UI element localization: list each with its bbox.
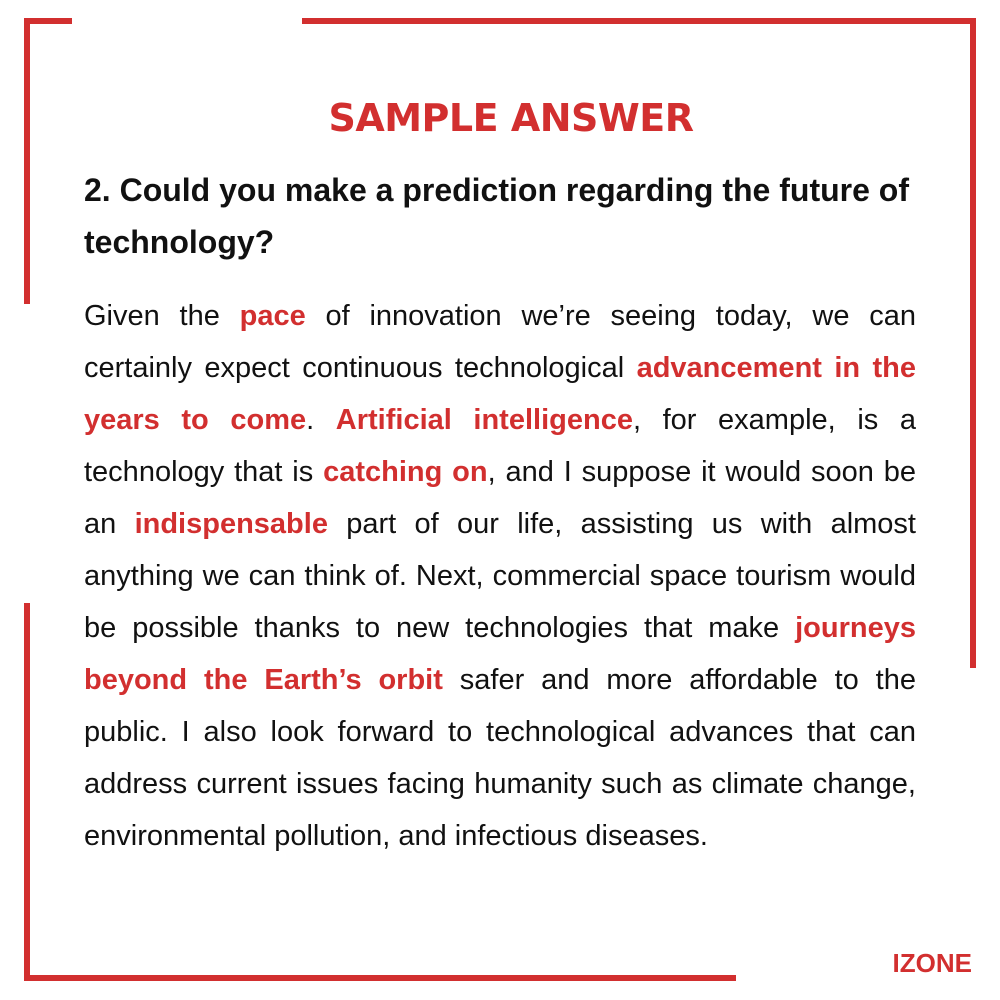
- answer-text: , and I suppose it would soon be an: [84, 456, 916, 540]
- highlighted-phrase: indispensable: [134, 508, 328, 540]
- frame-top-left-horizontal: [24, 18, 72, 24]
- answer-text: Given the: [84, 300, 240, 332]
- frame-top-left-vertical: [24, 18, 30, 304]
- highlighted-phrase: journeys beyond the Earth’s orbit: [84, 612, 916, 696]
- answer-text: of innovation we’re seeing today, we can certainly expect continuous technological: [84, 300, 916, 384]
- question-text: 2. Could you make a prediction regarding the future of technology?: [84, 172, 909, 260]
- frame-bottom-left-horizontal: [24, 975, 736, 981]
- highlighted-phrase: catching on: [323, 456, 488, 488]
- page-title: SAMPLE ANSWER: [328, 96, 694, 140]
- answer-text: , for example, is a technology that is: [84, 404, 916, 488]
- frame-top-right-horizontal: [302, 18, 976, 24]
- highlighted-phrase: Artificial intelligence: [335, 404, 633, 436]
- brand-logo-text: IZONE: [892, 948, 972, 978]
- answer-text: part of our life, assisting us with almost anything we can think of. Next, commercial space tourism would be possible thanks to new technologies that make: [84, 508, 916, 644]
- answer-text: .: [306, 404, 336, 436]
- frame-bottom-left-vertical: [24, 603, 30, 981]
- answer-text: safer and more affordable to the public. I also look forward to technological advances that can address current issues facing humanity such as climate change, environmental pollution, and infectious diseases.: [84, 664, 916, 852]
- highlighted-phrase: pace: [239, 300, 306, 332]
- answer-paragraph: [84, 290, 916, 862]
- highlighted-phrase: advancement in the years to come: [84, 352, 916, 436]
